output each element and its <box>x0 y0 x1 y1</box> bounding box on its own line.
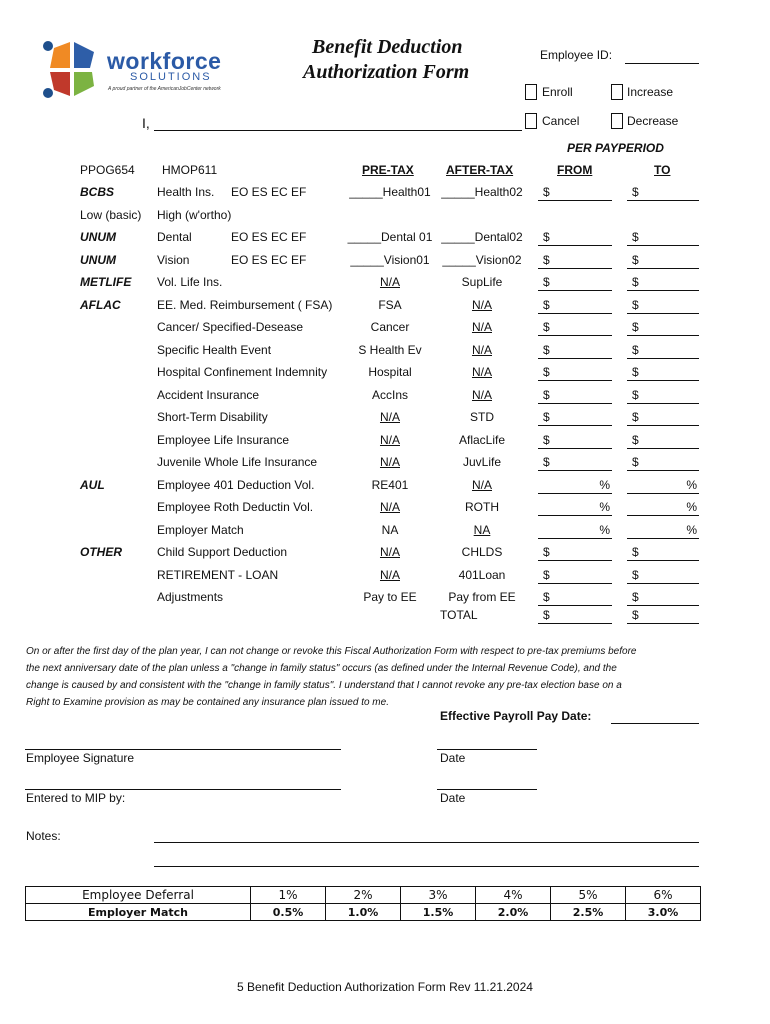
to-amount-field[interactable] <box>627 515 699 516</box>
to-amount-field[interactable] <box>627 335 699 336</box>
total-label: TOTAL <box>440 608 478 622</box>
from-amount-field[interactable] <box>538 313 612 314</box>
pretax-code: RE401 <box>371 477 409 492</box>
to-amount: $ <box>632 342 639 357</box>
benefit-description: Accident Insurance <box>157 387 260 402</box>
pretax-code: AccIns <box>371 387 408 402</box>
decrease-checkbox[interactable] <box>611 113 623 129</box>
from-amount-field[interactable] <box>538 425 612 426</box>
code-hmop: HMOP611 <box>162 163 218 177</box>
total-from-field[interactable] <box>538 623 612 624</box>
coverage-tiers: EO ES EC EF <box>231 230 307 244</box>
enroll-label: Enroll <box>542 85 573 99</box>
to-amount: $ <box>632 387 639 402</box>
to-amount-field[interactable] <box>627 605 699 606</box>
benefit-description: Employee 401 Deduction Vol. <box>157 477 315 492</box>
from-amount: $ <box>543 275 550 289</box>
from-amount: $ <box>543 545 550 559</box>
to-amount: $ <box>632 230 639 244</box>
match-cell: 2.5% <box>551 904 626 921</box>
benefit-description: Employer Match <box>157 522 244 537</box>
to-amount: % <box>686 522 697 537</box>
total-to: $ <box>632 608 639 622</box>
effective-date-label: Effective Payroll Pay Date: <box>440 709 592 723</box>
to-amount: $ <box>632 297 639 312</box>
aftertax-code: N/A <box>471 365 492 379</box>
cancel-label: Cancel <box>542 114 580 128</box>
pretax-code: _____Health01 <box>349 185 431 199</box>
benefit-description: High (w'ortho) <box>157 207 232 222</box>
from-amount: % <box>599 477 610 492</box>
to-amount: $ <box>632 410 639 424</box>
from-amount-field[interactable] <box>538 538 612 539</box>
coverage-tiers: EO ES EC EF <box>231 252 307 267</box>
pretax-code: FSA <box>378 297 402 312</box>
to-amount: $ <box>632 567 639 582</box>
deferral-cell: 1% <box>251 887 326 904</box>
from-amount: $ <box>543 432 550 447</box>
to-amount-field[interactable] <box>627 245 699 246</box>
aftertax-code: AflacLife <box>458 432 506 447</box>
code-ppog: PPOG654 <box>80 163 135 177</box>
from-amount: $ <box>543 320 550 334</box>
to-amount-field[interactable] <box>627 268 699 269</box>
from-amount: $ <box>543 387 550 402</box>
increase-label: Increase <box>627 85 674 99</box>
aftertax-code: 401Loan <box>458 567 506 582</box>
workforce-logo-icon <box>40 38 104 100</box>
from-amount: % <box>599 500 610 514</box>
coverage-tiers: EO ES EC EF <box>231 185 307 199</box>
to-amount-field[interactable] <box>627 583 699 584</box>
from-amount: $ <box>543 252 550 267</box>
to-amount-field[interactable] <box>627 425 699 426</box>
benefit-description: Employee Roth Deductin Vol. <box>157 500 314 514</box>
from-amount-field[interactable] <box>538 560 612 561</box>
from-amount-field[interactable] <box>538 448 612 449</box>
from-amount: $ <box>543 410 550 424</box>
notes-label: Notes: <box>26 829 61 843</box>
to-amount-field[interactable] <box>627 380 699 381</box>
deferral-cell: 5% <box>551 887 626 904</box>
from-amount: $ <box>543 365 550 379</box>
form-title-line2: Authorization Form <box>303 61 470 83</box>
aftertax-code: Pay from EE <box>448 590 516 604</box>
notes-line-1[interactable] <box>154 842 699 843</box>
benefit-description: Child Support Deduction <box>157 545 288 559</box>
pretax-code: N/A <box>379 455 400 469</box>
pretax-code: Cancer <box>370 320 410 334</box>
from-amount: $ <box>543 185 550 199</box>
benefit-description: Health Ins. <box>157 185 215 199</box>
benefit-description: Employee Life Insurance <box>157 432 290 447</box>
from-amount-field[interactable] <box>538 335 612 336</box>
entered-mip-field[interactable] <box>25 789 341 790</box>
entered-mip-label: Entered to MIP by: <box>26 791 126 805</box>
carrier-label: UNUM <box>80 230 116 244</box>
total-from: $ <box>543 608 550 622</box>
from-amount-field[interactable] <box>538 605 612 606</box>
to-amount-field[interactable] <box>627 493 699 494</box>
pretax-code: Hospital <box>368 365 412 379</box>
match-row-label: Employer Match <box>26 904 251 921</box>
pretax-code: S Health Ev <box>358 342 422 357</box>
aftertax-code: _____Dental02 <box>441 230 523 244</box>
aftertax-code: SupLife <box>461 275 503 289</box>
match-cell: 3.0% <box>626 904 701 921</box>
from-amount-field[interactable] <box>538 245 612 246</box>
from-amount-field[interactable] <box>538 515 612 516</box>
aftertax-code: _____Vision02 <box>442 252 522 267</box>
from-amount-field[interactable] <box>538 358 612 359</box>
pretax-code: N/A <box>379 432 400 447</box>
form-title-line1: Benefit Deduction <box>312 36 463 58</box>
footer-text: 5 Benefit Deduction Authorization Form Rev 11.21.2024 <box>237 980 533 994</box>
to-amount: % <box>686 477 697 492</box>
from-amount: $ <box>543 230 550 244</box>
to-amount: $ <box>632 455 639 469</box>
employee-id-field[interactable] <box>625 63 699 64</box>
date-label-1: Date <box>440 751 466 765</box>
carrier-label: OTHER <box>80 545 122 559</box>
from-amount: $ <box>543 590 550 604</box>
match-cell: 1.5% <box>401 904 476 921</box>
from-amount-field[interactable] <box>538 403 612 404</box>
carrier-label: AFLAC <box>80 297 121 312</box>
deferral-row <box>26 887 701 904</box>
from-amount: % <box>599 522 610 537</box>
match-cell: 1.0% <box>326 904 401 921</box>
total-to-field[interactable] <box>627 623 699 624</box>
employee-signature-label: Employee Signature <box>26 751 135 765</box>
to-amount: $ <box>632 252 639 267</box>
from-amount-field[interactable] <box>538 268 612 269</box>
aftertax-code: _____Health02 <box>441 185 523 199</box>
to-header: TO <box>654 163 671 177</box>
employee-id-label: Employee ID: <box>540 48 613 62</box>
pretax-code: _____Dental 01 <box>347 230 433 244</box>
pretax-header: PRE-TAX <box>362 163 414 177</box>
benefit-description: Vision <box>157 252 190 267</box>
increase-checkbox[interactable] <box>611 84 623 100</box>
pretax-code: N/A <box>379 545 400 559</box>
aftertax-code: N/A <box>471 320 492 334</box>
from-amount-field[interactable] <box>538 493 612 494</box>
benefit-description: Hospital Confinement Indemnity <box>157 365 328 379</box>
i-label: I, <box>142 115 150 131</box>
deferral-cell: 6% <box>626 887 701 904</box>
benefit-description: Adjustments <box>157 590 224 604</box>
benefit-description: RETIREMENT - LOAN <box>157 567 279 582</box>
pretax-code: N/A <box>379 275 400 289</box>
signature-date-field[interactable] <box>437 749 537 750</box>
aftertax-code: N/A <box>471 342 492 357</box>
deferral-row-label: Employee Deferral <box>26 887 251 904</box>
logo-brand-top: workforce <box>107 48 222 74</box>
to-amount: $ <box>632 320 639 334</box>
from-amount-field[interactable] <box>538 470 612 471</box>
benefit-description: Short-Term Disability <box>157 410 268 424</box>
carrier-label: BCBS <box>80 185 115 199</box>
entered-date-field[interactable] <box>437 789 537 790</box>
match-row <box>26 904 701 921</box>
benefit-description: Juvenile Whole Life Insurance <box>157 455 318 469</box>
to-amount-field[interactable] <box>627 403 699 404</box>
aftertax-code: ROTH <box>465 500 499 514</box>
carrier-label: AUL <box>80 477 105 492</box>
employee-signature-field[interactable] <box>25 749 341 750</box>
match-cell: 2.0% <box>476 904 551 921</box>
benefit-description: Cancer/ Specified-Desease <box>157 320 304 334</box>
to-amount: $ <box>632 365 639 379</box>
benefit-description: Dental <box>157 230 192 244</box>
to-amount: $ <box>632 590 639 604</box>
to-amount-field[interactable] <box>627 448 699 449</box>
disclaimer-line-3: change is caused by and consistent with the "change in family status". I understand that I cannot revoke any pre-tax election base on a <box>26 680 622 691</box>
pretax-code: NA <box>381 522 399 537</box>
from-amount-field[interactable] <box>538 583 612 584</box>
deferral-table <box>25 886 701 921</box>
to-amount-field[interactable] <box>627 313 699 314</box>
benefit-description: Specific Health Event <box>157 342 272 357</box>
to-amount-field[interactable] <box>627 200 699 201</box>
match-cell: 0.5% <box>251 904 326 921</box>
from-amount: $ <box>543 567 550 582</box>
aftertax-code: NA <box>473 522 491 537</box>
disclaimer-line-1: On or after the first day of the plan year, I can not change or revoke this Fiscal Authorization Form with respect to pre-tax premiums before <box>26 646 637 657</box>
decrease-label: Decrease <box>627 114 679 128</box>
aftertax-code: N/A <box>471 477 492 492</box>
from-amount: $ <box>543 342 550 357</box>
pretax-code: N/A <box>379 410 400 424</box>
from-amount-field[interactable] <box>538 200 612 201</box>
to-amount: % <box>686 500 697 514</box>
effective-date-field[interactable] <box>611 723 699 724</box>
pretax-code: N/A <box>379 500 400 514</box>
from-amount: $ <box>543 455 550 469</box>
benefit-description: Vol. Life Ins. <box>157 275 223 289</box>
from-amount-field[interactable] <box>538 380 612 381</box>
from-amount: $ <box>543 297 550 312</box>
disclaimer-line-4: Right to Examine provision as may be contained any insurance plan issued to me. <box>26 697 389 708</box>
deferral-cell: 3% <box>401 887 476 904</box>
aftertax-code: STD <box>470 410 494 424</box>
logo-tagline: A proud partner of the AmericanJobCenter network <box>108 86 221 92</box>
cancel-checkbox[interactable] <box>525 113 537 129</box>
notes-line-2[interactable] <box>154 866 699 867</box>
to-amount: $ <box>632 275 639 289</box>
pretax-code: N/A <box>379 567 400 582</box>
pretax-code: _____Vision01 <box>350 252 430 267</box>
aftertax-code: CHLDS <box>461 545 503 559</box>
to-amount-field[interactable] <box>627 358 699 359</box>
to-amount-field[interactable] <box>627 560 699 561</box>
deferral-cell: 4% <box>476 887 551 904</box>
aftertax-header: AFTER-TAX <box>446 163 514 177</box>
benefit-description: EE. Med. Reimbursement ( FSA) <box>157 297 333 312</box>
date-label-2: Date <box>440 791 466 805</box>
aftertax-code: N/A <box>471 387 492 402</box>
to-amount: $ <box>632 545 639 559</box>
from-amount-field[interactable] <box>538 290 612 291</box>
per-payperiod-header: PER PAYPERIOD <box>567 141 664 155</box>
to-amount: $ <box>632 185 639 199</box>
to-amount-field[interactable] <box>627 470 699 471</box>
enroll-checkbox[interactable] <box>525 84 537 100</box>
carrier-label: METLIFE <box>80 275 132 289</box>
logo-brand-bottom: SOLUTIONS <box>130 71 212 83</box>
to-amount-field[interactable] <box>627 290 699 291</box>
to-amount-field[interactable] <box>627 538 699 539</box>
deferral-cell: 2% <box>326 887 401 904</box>
from-header: FROM <box>557 163 593 177</box>
aftertax-code: JuvLife <box>462 455 502 469</box>
aftertax-code: N/A <box>471 297 492 312</box>
carrier-label: Low (basic) <box>80 207 142 222</box>
to-amount: $ <box>632 432 639 447</box>
carrier-label: UNUM <box>80 252 116 267</box>
employee-name-field[interactable] <box>154 130 522 131</box>
disclaimer-line-2: the next anniversary date of the plan unless a "change in family status" occurs (as defined under the Internal Revenue Code), and the <box>26 663 617 674</box>
pretax-code: Pay to EE <box>363 590 417 604</box>
